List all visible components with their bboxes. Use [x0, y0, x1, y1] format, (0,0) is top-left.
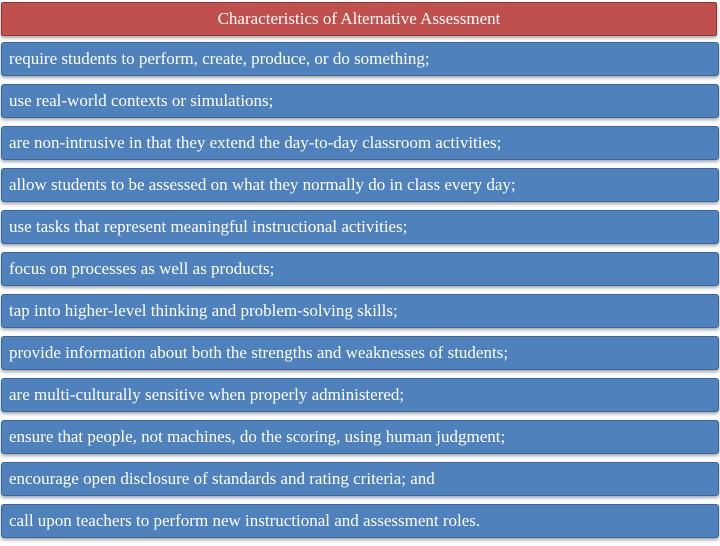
list-item-4	[1, 168, 719, 202]
list-item-text: provide information about both the strengths and weaknesses of students;	[9, 343, 509, 362]
list-item-10	[1, 420, 719, 454]
characteristics-list	[1, 42, 719, 546]
list-item-text: allow students to be assessed on what they normally do in class every day;	[9, 175, 516, 194]
slide-title-text: Characteristics of Alternative Assessment	[217, 9, 501, 28]
list-item-9	[1, 378, 719, 412]
list-item-text: require students to perform, create, produce, or do something;	[9, 49, 430, 68]
list-item-8	[1, 336, 719, 370]
list-item-12	[1, 504, 719, 538]
list-item-1	[1, 42, 719, 76]
list-item-text: use tasks that represent meaningful instructional activities;	[9, 217, 408, 236]
list-item-text: tap into higher-level thinking and problem-solving skills;	[9, 301, 398, 320]
list-item-text: are multi-culturally sensitive when properly administered;	[9, 385, 405, 404]
list-item-3	[1, 126, 719, 160]
list-item-text: ensure that people, not machines, do the scoring, using human judgment;	[9, 427, 506, 446]
slide-title	[1, 2, 717, 36]
list-item-text: encourage open disclosure of standards and rating criteria; and	[9, 469, 435, 488]
list-item-2	[1, 84, 719, 118]
list-item-11	[1, 462, 719, 496]
list-item-6	[1, 252, 719, 286]
list-item-text: call upon teachers to perform new instructional and assessment roles.	[9, 511, 481, 530]
list-item-text: focus on processes as well as products;	[9, 259, 275, 278]
list-item-7	[1, 294, 719, 328]
list-item-text: are non-intrusive in that they extend the day-to-day classroom activities;	[9, 133, 502, 152]
list-item-5	[1, 210, 719, 244]
list-item-text: use real-world contexts or simulations;	[9, 91, 274, 110]
